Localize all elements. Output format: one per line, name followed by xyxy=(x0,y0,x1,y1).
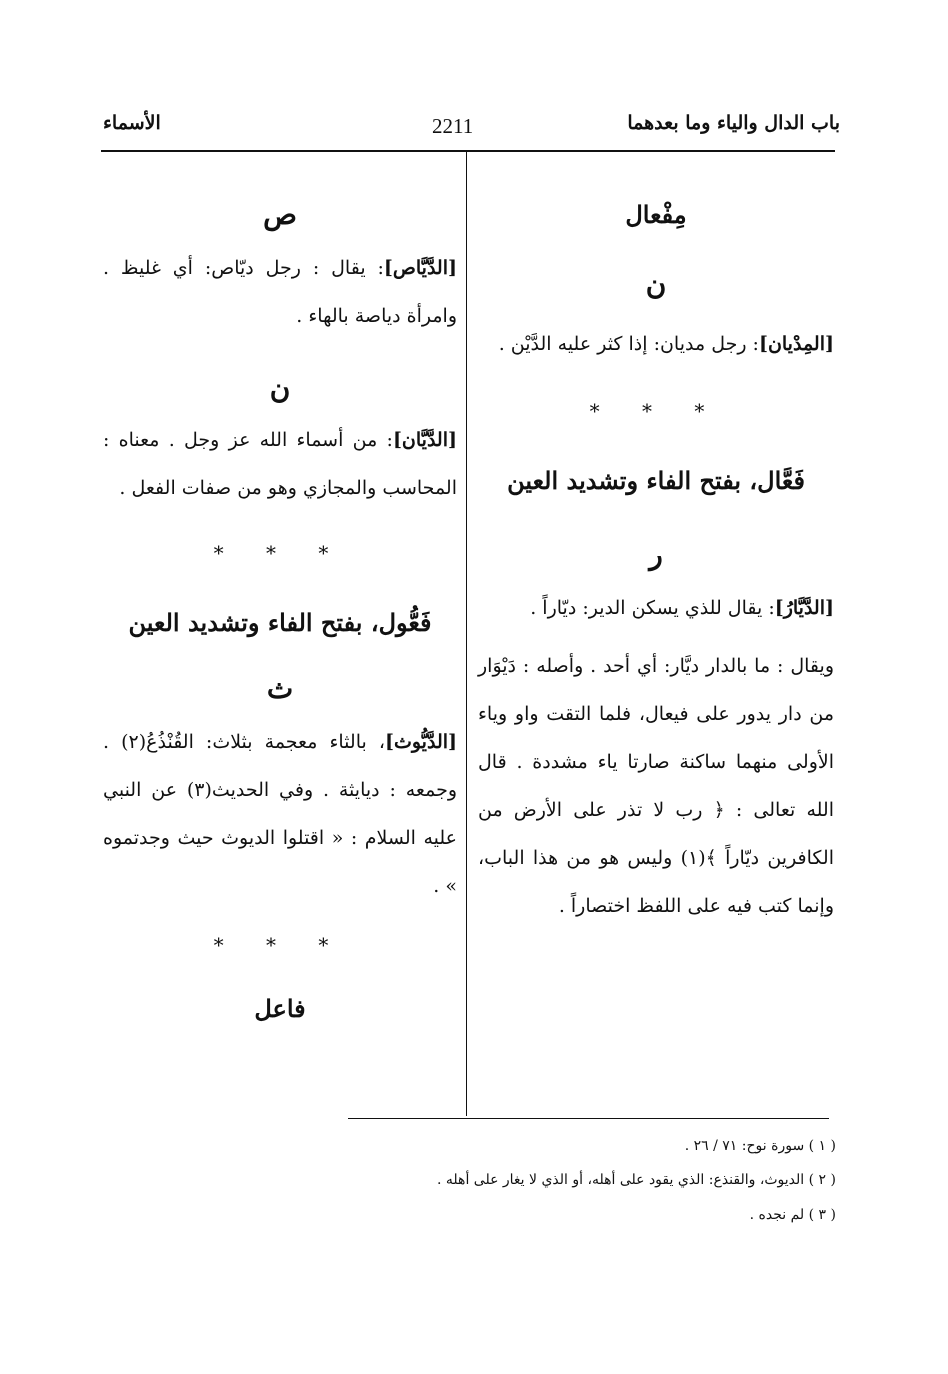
heading-faail: فاعل xyxy=(254,994,306,1023)
entry-text: ، بالثاء معجمة بثلاث: القُنْذُعُ(٢) . وجمعه : ديايثة . وفي الحديث(٣) عن النبي عليه السلام : « اقتلوا الديوث حيث وجدتموه » . xyxy=(103,731,457,897)
right-column xyxy=(478,160,834,930)
left-column xyxy=(103,160,457,1026)
page-number: 2211 xyxy=(432,114,474,138)
footnote-1: ( ١ ) سورة نوح: ٧١ / ٢٦ . xyxy=(684,1138,836,1154)
letter-tha: ث xyxy=(266,672,294,705)
entry-dayyar-continued: ويقال : ما بالدار ديَّار: أي أحد . وأصله : دَيْوَار من دار يدور على فيعال، فلما التقت واو وياء الأولى منهما ساكنة صارتا ياء مشددة . قال الله تعالى : ﴿ رب لا تذر على الأرض من الكافرين ديّاراً ﴾(١) وليس هو من هذا الباب، وإنما كتب فيه على اللفظ اختصاراً . xyxy=(478,655,834,917)
footnote-rule xyxy=(348,1118,829,1119)
entry-text: : من أسماء الله عز وجل . معناه : المحاسب والمجازي وهو من صفات الفعل . xyxy=(103,429,457,499)
letter-nun: ن xyxy=(645,268,667,301)
footnote-3: ( ٣ ) لم نجده . xyxy=(749,1207,836,1223)
entry-term: [الدَّيَّارُ] xyxy=(774,597,834,619)
column-divider xyxy=(466,152,467,1116)
entry-text: : يقال : رجل ديّاص: أي غليظ . وامرأة دياصة بالهاء . xyxy=(103,257,457,327)
heading-faoul: فَعُّول، بفتح الفاء وتشديد العين xyxy=(128,608,432,637)
section-separator: * * * xyxy=(213,541,347,565)
footnote-2: ( ٢ ) الديوث، والقنذع: الذي يقود على أهله، أو الذي لا يغار على أهله . xyxy=(437,1172,836,1188)
header-rule xyxy=(101,150,835,152)
heading-faal: فَعَّال، بفتح الفاء وتشديد العين xyxy=(507,466,805,495)
section-separator: * * * xyxy=(589,399,723,423)
entry-dayyar xyxy=(478,584,834,632)
chapter-title: باب الدال والياء وما بعدهما xyxy=(627,112,840,134)
entry-dayyan xyxy=(103,416,457,512)
section-separator: * * * xyxy=(213,933,347,957)
entry-term: [المِدْيان] xyxy=(758,333,834,355)
entry-term: [الدَّيَّاص] xyxy=(383,257,457,279)
entry-midyan xyxy=(478,320,834,368)
letter-ra: ر xyxy=(649,538,663,571)
entry-dayyouth xyxy=(103,718,457,910)
heading-mifal: مِفْعال xyxy=(625,200,687,229)
entry-term: [الدَّيَّان] xyxy=(392,429,457,451)
letter-sad: ص xyxy=(263,198,297,231)
entry-dayyas xyxy=(103,244,457,340)
entry-term: [الدَّيُّوث] xyxy=(384,731,457,753)
section-title: الأسماء xyxy=(103,112,161,134)
entry-text: : رجل مديان: إذا كثر عليه الدَّيْن . xyxy=(498,333,759,355)
entry-text: : يقال للذي يسكن الدير: ديّاراً . xyxy=(530,597,775,619)
letter-nun: ن xyxy=(269,372,291,405)
